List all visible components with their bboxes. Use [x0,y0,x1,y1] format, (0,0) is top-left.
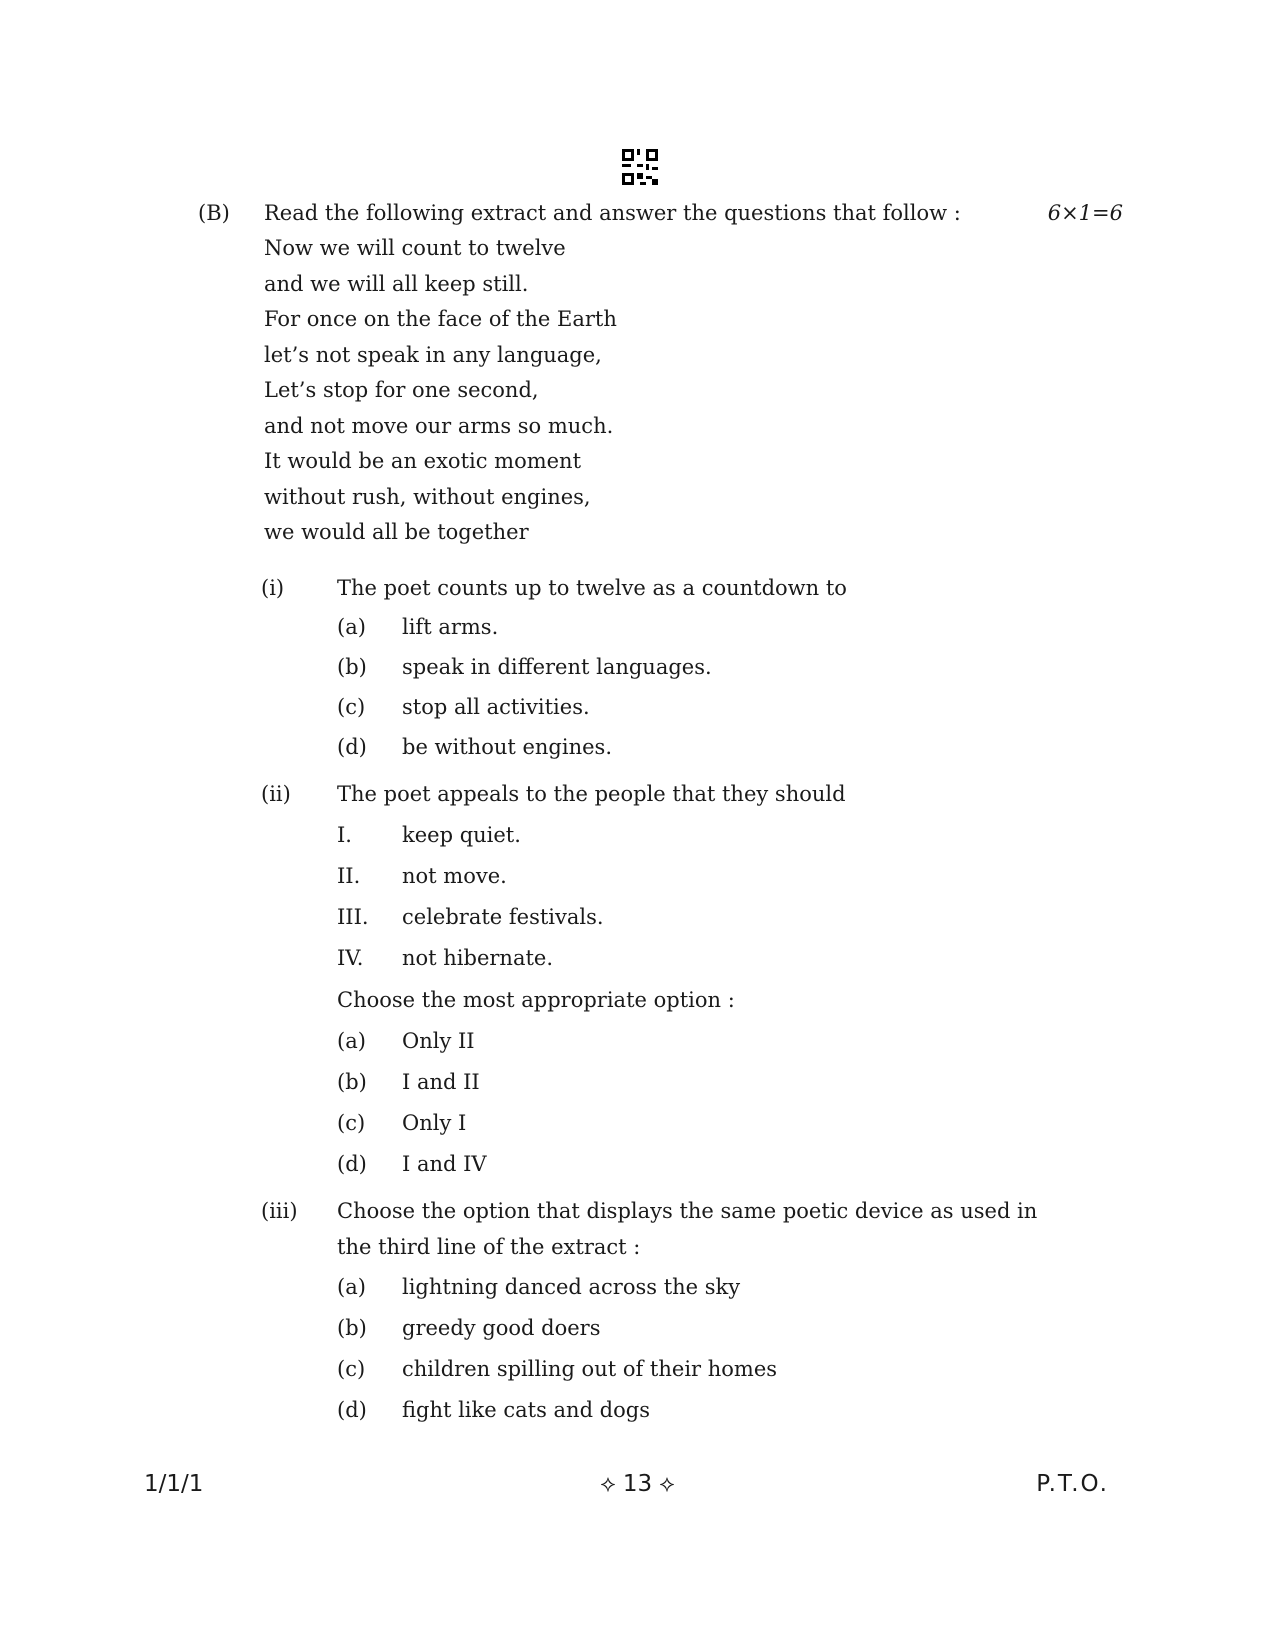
option-text: Only II [402,1028,475,1053]
option-c [337,1103,1123,1144]
page-footer [0,1468,1275,1500]
poem-line: we would all be together [264,520,529,544]
poem-line: and not move our arms so much. [264,413,614,438]
option-text: lightning danced across the sky [402,1274,741,1299]
option-text: I and II [402,1069,480,1094]
option-a [337,1021,1123,1062]
section-header [198,195,1123,231]
option-text: greedy good doers [402,1315,601,1340]
statement-text: keep quiet. [402,822,521,847]
statement-text: not hibernate. [402,945,554,970]
option-text: fight like cats and dogs [402,1397,650,1422]
option-label: (b) [337,1315,367,1340]
question-text: The poet appeals to the people that they should [337,781,846,806]
option-label: (a) [337,1028,366,1053]
statement-4 [337,938,1123,979]
option-a [337,607,1123,647]
question-number: (ii) [261,781,291,806]
section-label: (B) [198,201,230,225]
qr-code-icon [622,149,658,185]
poem-extract [264,231,1123,551]
option-a [337,1267,1123,1308]
option-b [337,647,1123,687]
option-d [337,1144,1123,1185]
section-instruction: Read the following extract and answer the questions that follow : [264,201,961,225]
option-label: (d) [337,1151,367,1176]
option-b [337,1308,1123,1349]
poem-line: without rush, without engines, [264,484,591,509]
statement-label: III. [337,904,369,929]
poem-line: For once on the face of the Earth [264,307,617,331]
poem-line: It would be an exotic moment [264,449,582,473]
option-text: be without engines. [402,734,612,759]
option-d [337,727,1123,767]
option-label: (b) [337,654,367,679]
option-c [337,1349,1123,1390]
poem-line: Now we will count to twelve [264,236,566,260]
poem-line: and we will all keep still. [264,271,529,296]
option-label: (a) [337,614,366,639]
question-i [261,570,1123,767]
statement-label: II. [337,863,361,888]
option-text: Only I [402,1110,467,1135]
question-text: The poet counts up to twelve as a countdown to [337,575,847,600]
option-label: (c) [337,1356,366,1381]
option-label: (a) [337,1274,366,1299]
question-text: Choose the option that displays the same poetic device as used in the third line of the extract : [337,1198,1038,1259]
option-label: (c) [337,1110,366,1135]
option-b [337,1062,1123,1103]
statement-1 [337,815,1123,856]
option-d [337,1390,1123,1431]
poem-line: Let’s stop for one second, [264,378,539,402]
option-text: speak in different languages. [402,654,712,679]
statement-label: IV. [337,945,364,970]
statement-3 [337,897,1123,938]
statement-2 [337,856,1123,897]
question-ii [261,776,1123,1185]
question-iii [261,1193,1123,1431]
option-text: I and IV [402,1151,487,1176]
section-b [198,195,1123,1431]
choose-instruction: Choose the most appropriate option : [337,987,735,1012]
option-label: (d) [337,734,367,759]
statement-text: not move. [402,863,507,888]
section-marks: 6×1=6 [1047,201,1123,225]
option-label: (c) [337,694,366,719]
option-label: (b) [337,1069,367,1094]
page-number: ⟡ 13 ⟡ [600,1471,675,1497]
statement-text: celebrate festivals. [402,904,604,929]
poem-line: let’s not speak in any language, [264,342,602,367]
paper-code: 1/1/1 [144,1471,204,1497]
question-number: (iii) [261,1198,298,1223]
option-c [337,687,1123,727]
option-label: (d) [337,1397,367,1422]
statement-label: I. [337,822,352,847]
option-text: children spilling out of their homes [402,1356,778,1381]
please-turn-over: P.T.O. [1036,1471,1109,1497]
option-text: stop all activities. [402,694,590,719]
question-number: (i) [261,575,285,600]
option-text: lift arms. [402,614,499,639]
